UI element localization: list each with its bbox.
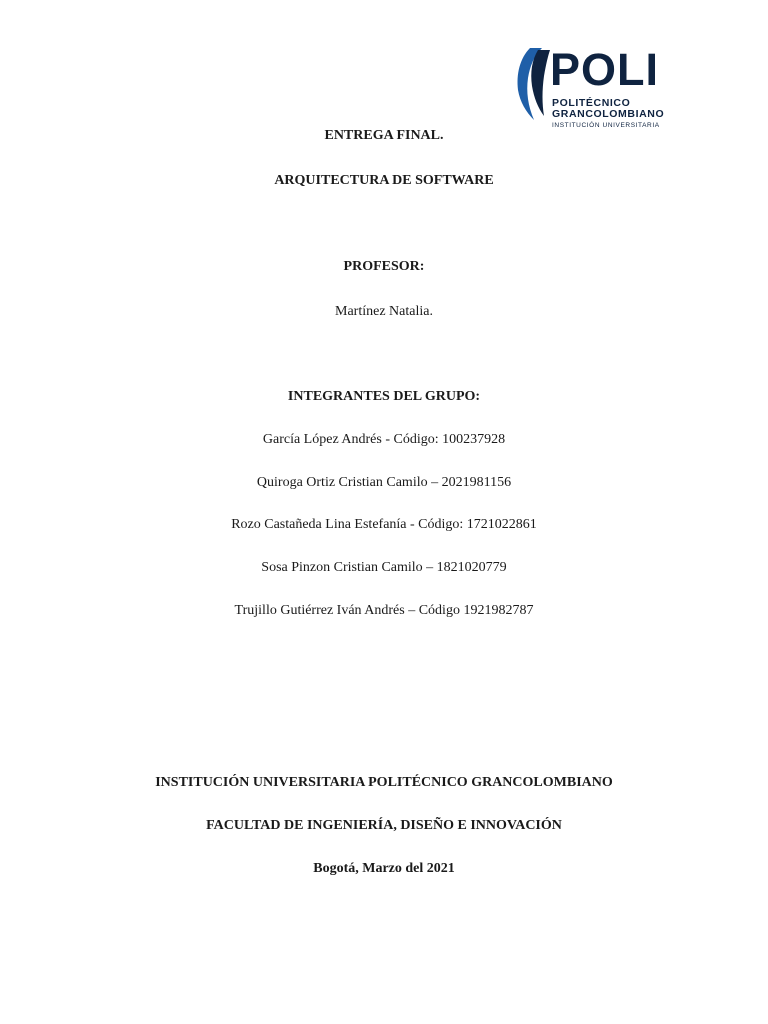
member-item: García López Andrés - Código: 100237928 [262,432,506,447]
document-title: ENTREGA FINAL. [324,128,444,143]
professor-name: Martínez Natalia. [335,304,433,319]
members-heading: INTEGRANTES DEL GRUPO: [287,389,481,404]
member-item: Trujillo Gutiérrez Iván Andrés – Código 1921982787 [234,603,534,618]
member-item: Rozo Castañeda Lina Estefanía - Código: 1721022861 [231,517,537,532]
logo-wordmark: POLI [550,44,660,95]
professor-heading: PROFESOR: [343,259,425,274]
logo-line-1: POLITÉCNICO [552,97,631,109]
document-subject: ARQUITECTURA DE SOFTWARE [274,173,494,188]
member-item: Sosa Pinzon Cristian Camilo – 1821020779 [261,560,507,575]
logo-line-3: INSTITUCIÓN UNIVERSITARIA [552,122,660,129]
poli-emblem-icon [512,44,552,124]
place-date: Bogotá, Marzo del 2021 [313,861,455,876]
logo-line-2: GRANCOLOMBIANO [552,108,665,120]
member-item: Quiroga Ortiz Cristian Camilo – 2021981156 [256,475,512,490]
institution-name: INSTITUCIÓN UNIVERSITARIA POLITÉCNICO GRANCOLOMBIANO [155,775,613,790]
faculty-name: FACULTAD DE INGENIERÍA, DISEÑO E INNOVACIÓN [206,818,562,833]
poli-logo [512,44,665,136]
